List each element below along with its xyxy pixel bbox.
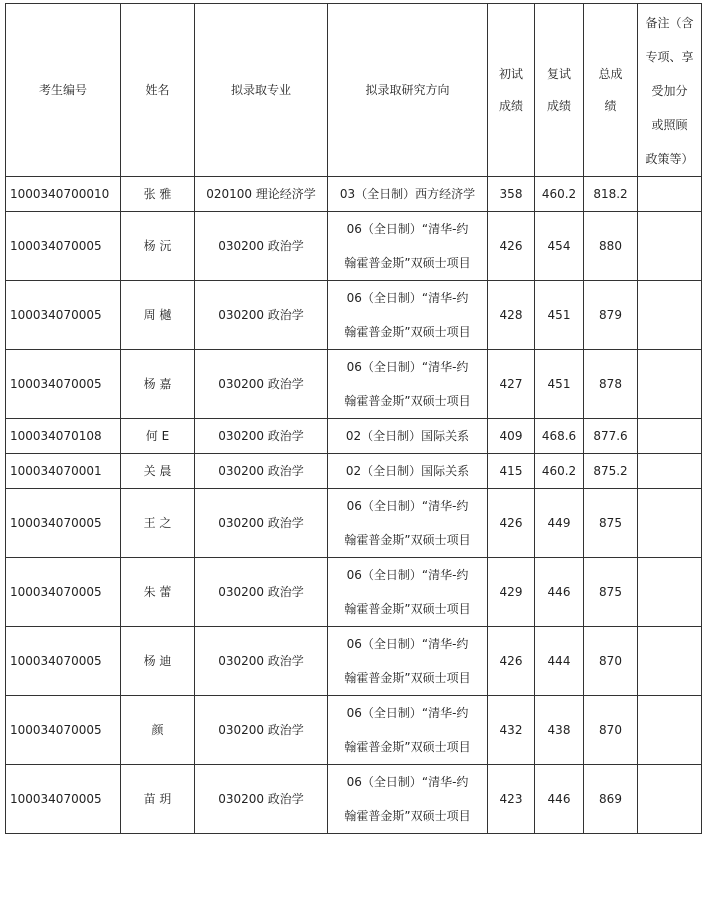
cell-retest-score: 454	[535, 212, 584, 281]
header-retest-line: 成绩	[546, 99, 571, 113]
cell-total-score: 870	[584, 696, 638, 765]
cell-major: 030200 政治学	[195, 627, 328, 696]
direction-line: 06（全日制）“清华-约	[346, 499, 469, 513]
cell-exam-id: 100034070005	[6, 558, 121, 627]
cell-name: 颜	[121, 696, 195, 765]
direction-line: 06（全日制）“清华-约	[346, 637, 469, 651]
header-notes-line: 或照顾	[651, 118, 688, 132]
direction-line: 06（全日制）“清华-约	[346, 360, 469, 374]
cell-retest-score: 446	[535, 558, 584, 627]
table-row	[6, 558, 702, 627]
header-initial-score	[488, 4, 535, 177]
cell-initial-score: 426	[488, 212, 535, 281]
cell-total-score: 818.2	[584, 177, 638, 212]
header-exam-id: 考生编号	[6, 4, 121, 177]
direction-line: 翰霍普金斯”双硕士项目	[344, 671, 471, 685]
cell-initial-score: 426	[488, 627, 535, 696]
direction-line: 06（全日制）“清华-约	[346, 775, 469, 789]
cell-name: 王 之	[121, 489, 195, 558]
cell-name: 杨 迪	[121, 627, 195, 696]
direction-line: 06（全日制）“清华-约	[346, 568, 469, 582]
cell-major: 030200 政治学	[195, 558, 328, 627]
direction-line: 06（全日制）“清华-约	[346, 222, 469, 236]
direction-line: 02（全日制）国际关系	[345, 429, 470, 443]
header-total-line: 绩	[604, 99, 617, 113]
cell-exam-id: 100034070005	[6, 350, 121, 419]
direction-line: 翰霍普金斯”双硕士项目	[344, 256, 471, 270]
header-direction: 拟录取研究方向	[328, 4, 488, 177]
cell-retest-score: 460.2	[535, 454, 584, 489]
cell-direction	[328, 489, 488, 558]
cell-notes	[638, 281, 702, 350]
cell-initial-score: 427	[488, 350, 535, 419]
cell-retest-score: 446	[535, 765, 584, 834]
table-row	[6, 489, 702, 558]
table-row	[6, 419, 702, 454]
header-initial-line: 成绩	[498, 99, 523, 113]
direction-line: 03（全日制）西方经济学	[339, 187, 476, 201]
direction-line: 翰霍普金斯”双硕士项目	[344, 325, 471, 339]
cell-total-score: 875	[584, 489, 638, 558]
cell-exam-id: 100034070108	[6, 419, 121, 454]
header-notes	[638, 4, 702, 177]
table-row	[6, 696, 702, 765]
cell-notes	[638, 419, 702, 454]
header-retest-line: 复试	[546, 67, 571, 81]
cell-retest-score: 460.2	[535, 177, 584, 212]
direction-line: 02（全日制）国际关系	[345, 464, 470, 478]
cell-exam-id: 1000340700010	[6, 177, 121, 212]
cell-notes	[638, 212, 702, 281]
cell-exam-id: 100034070005	[6, 489, 121, 558]
header-initial-line: 初试	[498, 67, 523, 81]
direction-line: 翰霍普金斯”双硕士项目	[344, 602, 471, 616]
header-notes-line: 备注（含	[645, 16, 694, 30]
cell-total-score: 879	[584, 281, 638, 350]
header-notes-line: 受加分	[651, 84, 688, 98]
header-row	[6, 4, 702, 177]
cell-total-score: 875	[584, 558, 638, 627]
cell-major: 020100 理论经济学	[195, 177, 328, 212]
cell-major: 030200 政治学	[195, 281, 328, 350]
cell-major: 030200 政治学	[195, 419, 328, 454]
header-major: 拟录取专业	[195, 4, 328, 177]
cell-notes	[638, 489, 702, 558]
cell-major: 030200 政治学	[195, 765, 328, 834]
cell-exam-id: 100034070005	[6, 696, 121, 765]
cell-direction	[328, 212, 488, 281]
cell-exam-id: 100034070005	[6, 627, 121, 696]
cell-retest-score: 468.6	[535, 419, 584, 454]
cell-initial-score: 423	[488, 765, 535, 834]
cell-direction	[328, 696, 488, 765]
cell-notes	[638, 765, 702, 834]
table-row	[6, 350, 702, 419]
header-retest-score	[535, 4, 584, 177]
cell-initial-score: 432	[488, 696, 535, 765]
cell-direction	[328, 765, 488, 834]
cell-name: 苗 玥	[121, 765, 195, 834]
direction-line: 06（全日制）“清华-约	[346, 706, 469, 720]
cell-initial-score: 358	[488, 177, 535, 212]
cell-notes	[638, 558, 702, 627]
cell-name: 杨 嘉	[121, 350, 195, 419]
cell-major: 030200 政治学	[195, 696, 328, 765]
cell-notes	[638, 696, 702, 765]
cell-direction	[328, 350, 488, 419]
cell-exam-id: 100034070005	[6, 281, 121, 350]
cell-initial-score: 428	[488, 281, 535, 350]
cell-retest-score: 451	[535, 281, 584, 350]
header-total-score	[584, 4, 638, 177]
cell-name: 朱 蕾	[121, 558, 195, 627]
cell-major: 030200 政治学	[195, 489, 328, 558]
cell-initial-score: 429	[488, 558, 535, 627]
cell-total-score: 875.2	[584, 454, 638, 489]
cell-total-score: 869	[584, 765, 638, 834]
cell-initial-score: 409	[488, 419, 535, 454]
cell-notes	[638, 177, 702, 212]
cell-name: 何 E	[121, 419, 195, 454]
cell-major: 030200 政治学	[195, 212, 328, 281]
cell-direction	[328, 627, 488, 696]
direction-line: 翰霍普金斯”双硕士项目	[344, 533, 471, 547]
direction-line: 翰霍普金斯”双硕士项目	[344, 740, 471, 754]
cell-total-score: 878	[584, 350, 638, 419]
header-total-line: 总成	[598, 67, 623, 81]
header-name: 姓名	[121, 4, 195, 177]
cell-total-score: 870	[584, 627, 638, 696]
admission-table	[5, 3, 702, 834]
cell-retest-score: 444	[535, 627, 584, 696]
header-notes-line: 政策等）	[645, 152, 694, 166]
cell-major: 030200 政治学	[195, 454, 328, 489]
cell-major: 030200 政治学	[195, 350, 328, 419]
cell-direction	[328, 419, 488, 454]
cell-direction	[328, 177, 488, 212]
cell-notes	[638, 350, 702, 419]
table-row	[6, 454, 702, 489]
cell-retest-score: 438	[535, 696, 584, 765]
cell-exam-id: 100034070001	[6, 454, 121, 489]
cell-exam-id: 100034070005	[6, 212, 121, 281]
cell-direction	[328, 454, 488, 489]
cell-retest-score: 451	[535, 350, 584, 419]
direction-line: 翰霍普金斯”双硕士项目	[344, 394, 471, 408]
table-row	[6, 212, 702, 281]
cell-exam-id: 100034070005	[6, 765, 121, 834]
cell-total-score: 880	[584, 212, 638, 281]
direction-line: 06（全日制）“清华-约	[346, 291, 469, 305]
cell-retest-score: 449	[535, 489, 584, 558]
cell-initial-score: 415	[488, 454, 535, 489]
header-notes-line: 专项、享	[645, 50, 694, 64]
table-body	[6, 177, 702, 834]
cell-name: 张 雅	[121, 177, 195, 212]
table-row	[6, 281, 702, 350]
cell-initial-score: 426	[488, 489, 535, 558]
cell-name: 杨 沅	[121, 212, 195, 281]
table-row	[6, 177, 702, 212]
cell-direction	[328, 281, 488, 350]
cell-direction	[328, 558, 488, 627]
cell-notes	[638, 627, 702, 696]
table-row	[6, 765, 702, 834]
table-row	[6, 627, 702, 696]
cell-total-score: 877.6	[584, 419, 638, 454]
cell-notes	[638, 454, 702, 489]
cell-name: 关 晨	[121, 454, 195, 489]
direction-line: 翰霍普金斯”双硕士项目	[344, 809, 471, 823]
cell-name: 周 樾	[121, 281, 195, 350]
